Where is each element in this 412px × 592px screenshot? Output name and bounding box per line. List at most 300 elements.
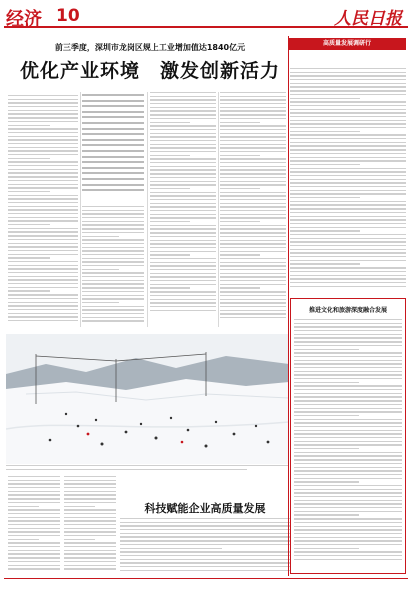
text-line	[8, 568, 60, 569]
text-line	[82, 232, 144, 233]
text-line	[290, 216, 406, 217]
text-line	[220, 306, 286, 307]
text-line	[82, 224, 144, 225]
text-line	[150, 147, 216, 148]
text-line	[64, 517, 116, 518]
text-line	[82, 243, 144, 244]
text-line	[294, 529, 402, 530]
text-line	[8, 150, 78, 151]
text-line	[8, 279, 78, 280]
right-column-text	[290, 68, 406, 287]
text-line	[82, 283, 144, 284]
text-line	[290, 94, 406, 95]
left-column-text	[8, 95, 78, 321]
text-line	[220, 114, 286, 115]
column-rule	[218, 92, 219, 327]
text-line	[294, 356, 402, 357]
text-line	[150, 247, 216, 248]
text-line	[220, 122, 260, 123]
text-line	[120, 522, 290, 523]
text-line	[82, 272, 144, 273]
text-line	[150, 287, 190, 288]
text-line	[220, 96, 286, 97]
text-line	[8, 143, 78, 144]
text-line	[294, 371, 402, 372]
text-line	[150, 181, 216, 182]
text-line	[220, 107, 286, 108]
text-line	[150, 251, 216, 252]
page-number: 10	[56, 6, 80, 26]
text-line	[64, 550, 116, 551]
text-line	[220, 103, 286, 104]
text-line	[64, 561, 116, 562]
text-line	[8, 502, 60, 503]
column-rule	[80, 92, 81, 327]
text-line	[8, 557, 60, 558]
text-line	[220, 147, 286, 148]
text-line	[290, 286, 406, 287]
text-line	[294, 319, 402, 320]
text-line	[8, 165, 78, 166]
text-line	[8, 191, 50, 192]
text-line	[220, 225, 286, 226]
text-line	[290, 227, 406, 228]
text-line	[8, 228, 78, 229]
text-line	[8, 316, 78, 317]
text-line	[8, 235, 78, 236]
text-line	[290, 90, 406, 91]
text-line	[220, 251, 286, 252]
text-line	[294, 437, 402, 438]
text-line	[8, 320, 78, 321]
text-line	[294, 330, 402, 331]
text-line	[290, 157, 406, 158]
text-line	[8, 239, 78, 240]
commentary-box	[290, 298, 406, 574]
text-line	[150, 217, 216, 218]
text-line	[294, 441, 402, 442]
text-line	[150, 276, 216, 277]
text-line	[8, 268, 78, 269]
quote-line	[82, 133, 144, 135]
text-line	[8, 498, 60, 499]
text-line	[8, 272, 78, 273]
text-line	[220, 313, 286, 314]
text-line	[8, 147, 78, 148]
text-line	[220, 284, 286, 285]
text-line	[294, 452, 402, 453]
text-line	[150, 295, 216, 296]
text-line	[290, 72, 406, 73]
text-line	[294, 337, 402, 338]
text-line	[8, 220, 78, 221]
text-line	[290, 238, 406, 239]
text-line	[150, 225, 216, 226]
text-line	[64, 568, 116, 569]
text-line	[150, 99, 216, 100]
text-line	[82, 217, 144, 218]
text-line	[294, 382, 359, 383]
text-line	[294, 507, 402, 508]
text-line	[294, 551, 402, 552]
text-line	[294, 459, 402, 460]
text-line	[8, 99, 78, 100]
text-line	[294, 548, 359, 549]
text-line	[8, 206, 78, 207]
text-line	[8, 487, 60, 488]
text-line	[290, 260, 406, 261]
quote-line	[82, 111, 144, 113]
text-line	[64, 565, 116, 566]
text-line	[290, 263, 360, 264]
text-line	[220, 169, 286, 170]
text-line	[150, 269, 216, 270]
text-line	[220, 317, 286, 318]
text-line	[82, 298, 144, 299]
text-line	[294, 378, 402, 379]
text-line	[64, 535, 116, 536]
text-line	[220, 273, 286, 274]
text-line	[82, 291, 144, 292]
text-line	[290, 101, 406, 102]
text-line	[8, 506, 39, 507]
text-line	[8, 276, 78, 277]
text-line	[294, 426, 402, 427]
text-line	[8, 95, 78, 96]
text-line	[290, 182, 406, 183]
text-line	[150, 140, 216, 141]
text-line	[8, 172, 78, 173]
text-line	[8, 520, 60, 521]
text-line	[220, 291, 286, 292]
text-line	[294, 415, 359, 416]
text-line	[294, 455, 402, 456]
text-line	[290, 83, 406, 84]
text-line	[120, 518, 290, 519]
ski-slope-photo	[6, 334, 289, 464]
column-rule	[288, 36, 289, 576]
text-line	[64, 542, 116, 543]
text-line	[150, 214, 216, 215]
commentary-text	[294, 319, 402, 560]
text-line	[8, 535, 60, 536]
text-line	[8, 113, 78, 114]
text-line	[150, 236, 216, 237]
text-line	[220, 210, 286, 211]
text-line	[150, 210, 216, 211]
text-line	[8, 202, 78, 203]
text-line	[8, 309, 78, 310]
text-line	[294, 341, 402, 342]
text-line	[120, 555, 290, 556]
text-line	[82, 302, 119, 303]
text-line	[290, 171, 406, 172]
text-line	[64, 557, 116, 558]
text-line	[220, 184, 286, 185]
text-line	[150, 144, 216, 145]
text-line	[82, 247, 144, 248]
text-line	[294, 533, 402, 534]
text-line	[294, 514, 359, 515]
lower-left-column	[8, 476, 60, 572]
text-line	[8, 494, 60, 495]
text-line	[294, 559, 402, 560]
text-line	[150, 92, 216, 93]
text-line	[8, 265, 78, 266]
text-line	[290, 249, 406, 250]
quote-line	[82, 178, 144, 180]
text-line	[8, 184, 78, 185]
text-line	[294, 396, 402, 397]
text-line	[150, 169, 216, 170]
text-line	[290, 116, 406, 117]
text-line	[82, 313, 144, 314]
text-line	[8, 476, 60, 477]
quote-line	[82, 167, 144, 169]
text-line	[150, 221, 190, 222]
text-line	[290, 212, 406, 213]
text-line	[8, 102, 78, 103]
text-line	[294, 470, 402, 471]
text-line	[8, 136, 78, 137]
text-line	[82, 295, 144, 296]
text-line	[150, 240, 216, 241]
text-line	[220, 162, 286, 163]
text-line	[64, 498, 116, 499]
text-line	[8, 509, 60, 510]
text-line	[8, 128, 78, 129]
text-line	[294, 467, 402, 468]
text-line	[294, 393, 402, 394]
text-line	[290, 271, 406, 272]
text-line	[150, 110, 216, 111]
text-line	[82, 210, 144, 211]
text-line	[82, 309, 144, 310]
text-line	[220, 181, 286, 182]
text-line	[290, 282, 406, 283]
text-line	[8, 283, 78, 284]
text-line	[220, 133, 286, 134]
text-line	[290, 278, 406, 279]
text-line	[150, 118, 216, 119]
text-line	[82, 213, 144, 214]
text-line	[8, 491, 60, 492]
text-line	[120, 540, 290, 541]
text-line	[220, 125, 286, 126]
text-line	[220, 199, 286, 200]
text-line	[8, 250, 78, 251]
text-line	[150, 192, 216, 193]
text-line	[150, 122, 190, 123]
text-line	[150, 177, 216, 178]
text-line	[294, 540, 402, 541]
text-line	[64, 491, 116, 492]
text-line	[8, 198, 78, 199]
text-line	[64, 528, 116, 529]
text-line	[64, 494, 116, 495]
text-line	[290, 68, 406, 69]
text-line	[150, 291, 216, 292]
quote-line	[82, 189, 144, 191]
quote-line	[82, 100, 144, 102]
text-line	[8, 261, 78, 262]
text-line	[120, 551, 290, 552]
text-line	[220, 265, 286, 266]
text-line	[220, 136, 286, 137]
masthead-logo: 人民日报	[334, 9, 402, 29]
text-line	[64, 483, 116, 484]
text-line	[120, 548, 222, 549]
text-line	[150, 173, 216, 174]
text-line	[150, 299, 216, 300]
text-line	[290, 79, 406, 80]
quote-line	[82, 156, 144, 158]
text-line	[8, 110, 78, 111]
text-line	[220, 310, 286, 311]
text-line	[82, 276, 144, 277]
text-line	[8, 483, 60, 484]
text-line	[290, 168, 406, 169]
center-column-text	[150, 92, 216, 311]
text-line	[150, 125, 216, 126]
text-line	[150, 162, 216, 163]
text-line	[150, 265, 216, 266]
text-line	[220, 155, 260, 156]
text-line	[8, 257, 50, 258]
text-line	[220, 240, 286, 241]
text-line	[220, 188, 260, 189]
text-line	[294, 411, 402, 412]
text-line	[64, 502, 116, 503]
text-line	[8, 294, 78, 295]
text-line	[220, 203, 286, 204]
text-line	[290, 204, 406, 205]
text-line	[220, 262, 286, 263]
text-line	[82, 287, 144, 288]
text-line	[150, 166, 216, 167]
text-line	[8, 209, 78, 210]
text-line	[82, 265, 144, 266]
text-line	[294, 419, 402, 420]
text-line	[220, 144, 286, 145]
text-line	[150, 133, 216, 134]
quote-line	[82, 172, 144, 174]
text-line	[8, 117, 78, 118]
right-column	[290, 68, 406, 289]
text-line	[220, 254, 260, 255]
text-line	[8, 243, 78, 244]
text-line	[8, 546, 60, 547]
text-line	[290, 223, 406, 224]
text-line	[150, 129, 216, 130]
text-line	[290, 112, 406, 113]
text-line	[294, 404, 402, 405]
quote-line	[82, 105, 144, 107]
text-line	[8, 169, 78, 170]
text-line	[120, 562, 290, 563]
text-line	[8, 313, 78, 314]
page-footer	[4, 578, 408, 588]
text-line	[220, 287, 260, 288]
text-line	[64, 509, 116, 510]
text-line	[64, 539, 95, 540]
text-line	[294, 448, 359, 449]
text-line	[290, 234, 406, 235]
text-line	[290, 241, 406, 242]
center-right-column	[220, 92, 286, 321]
text-line	[290, 105, 406, 106]
text-line	[82, 258, 144, 259]
quote-line	[82, 128, 144, 130]
text-line	[220, 177, 286, 178]
text-line	[220, 129, 286, 130]
text-line	[220, 158, 286, 159]
text-line	[8, 254, 78, 255]
text-line	[8, 125, 50, 126]
text-line	[290, 252, 406, 253]
center-left-column-text	[82, 206, 144, 322]
text-line	[290, 175, 406, 176]
text-line	[82, 317, 144, 318]
text-line	[220, 206, 286, 207]
text-line	[8, 195, 78, 196]
text-line	[290, 127, 406, 128]
text-line	[82, 269, 119, 270]
text-line	[290, 186, 406, 187]
text-line	[8, 561, 60, 562]
text-line	[8, 246, 78, 247]
text-line	[120, 533, 290, 534]
quote-line	[82, 122, 144, 124]
text-line	[220, 173, 286, 174]
text-line	[294, 422, 402, 423]
text-line	[294, 345, 402, 346]
text-line	[150, 232, 216, 233]
text-line	[8, 517, 60, 518]
text-line	[82, 306, 144, 307]
text-line	[150, 155, 190, 156]
right-column-banner: 高质量发展调研行	[288, 38, 406, 50]
text-line	[290, 256, 406, 257]
text-line	[8, 305, 78, 306]
text-line	[220, 302, 286, 303]
text-line	[220, 236, 286, 237]
text-line	[220, 258, 286, 259]
text-line	[294, 526, 402, 527]
text-line	[290, 219, 406, 220]
text-line	[290, 123, 406, 124]
text-line	[150, 184, 216, 185]
text-line	[8, 542, 60, 543]
text-line	[220, 295, 286, 296]
text-line	[8, 139, 78, 140]
text-line	[150, 280, 216, 281]
text-line	[294, 385, 402, 386]
lower-left-column-2	[64, 476, 116, 572]
pull-quote	[82, 90, 144, 200]
text-line	[294, 408, 402, 409]
section-name: 经济	[6, 9, 42, 30]
text-line	[8, 539, 39, 540]
text-line	[8, 154, 78, 155]
text-line	[150, 206, 216, 207]
text-line	[120, 559, 290, 560]
text-line	[294, 481, 359, 482]
text-line	[294, 334, 402, 335]
text-line	[294, 323, 402, 324]
text-line	[150, 151, 216, 152]
text-line	[8, 224, 50, 225]
